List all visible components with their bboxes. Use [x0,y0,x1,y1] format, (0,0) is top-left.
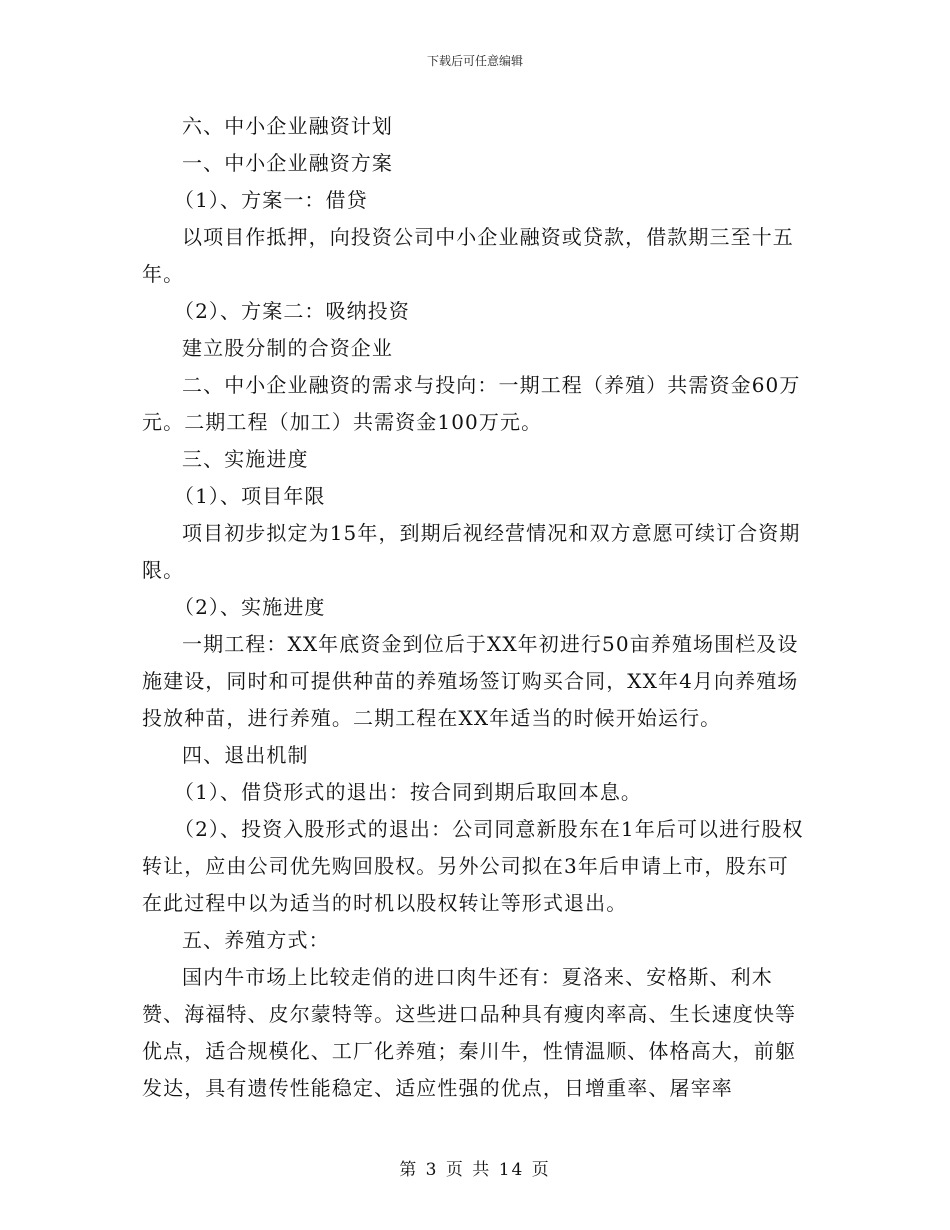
paragraph: 五、养殖方式： [182,928,330,952]
paragraph: （1）、借贷形式的退出：按合同到期后取回本息。 [174,780,643,804]
paragraph: 二、中小企业融资的需求与投向：一期工程（养殖）共需资金60万元。二期工程（加工）共需资金100万元。 [142,373,801,434]
document-body [142,108,808,1107]
paragraph: （1）、方案一：借贷 [174,188,368,212]
paragraph: 四、退出机制 [182,743,309,767]
paragraph: （2）、实施进度 [174,595,326,619]
paragraph: （2）、投资入股形式的退出：公司同意新股东在1年后可以进行股权转让，应由公司优先购回股权。另外公司拟在3年后申请上市，股东可在此过程中以为适当的时机以股权转让等形式退出。 [142,817,804,915]
paragraph: 建立股分制的合资企业 [182,336,393,360]
paragraph: 以项目作抵押，向投资公司中小企业融资或贷款，借款期三至十五年。 [142,225,794,286]
paragraph: 一、中小企业融资方案 [182,151,393,175]
paragraph: 项目初步拟定为15年，到期后视经营情况和双方意愿可续订合资期限。 [142,521,801,582]
paragraph: 国内牛市场上比较走俏的进口肉牛还有：夏洛来、安格斯、利木赞、海福特、皮尔蒙特等。这些进口品种具有瘦肉率高、生长速度快等优点，适合规模化、工厂化养殖；秦川牛，性情温顺、体格高大，前躯发达，具有遗传性能稳定、适应性强的优点，日增重率、屠宰率 [142,965,797,1100]
paragraph: （1）、项目年限 [174,484,326,508]
paragraph: 三、实施进度 [182,447,309,471]
paragraph: （2）、方案二：吸纳投资 [174,299,410,323]
page-footer: 第 3 页 共 14 页 [399,1160,551,1180]
page-header: 下载后可任意编辑 [426,54,523,68]
paragraph: 一期工程：XX年底资金到位后于XX年初进行50亩养殖场围栏及设施建设，同时和可提供种苗的养殖场签订购买合同，XX年4月向养殖场投放种苗，进行养殖。二期工程在XX年适当的时候开始运行。 [142,632,799,730]
paragraph: 六、中小企业融资计划 [182,114,393,138]
